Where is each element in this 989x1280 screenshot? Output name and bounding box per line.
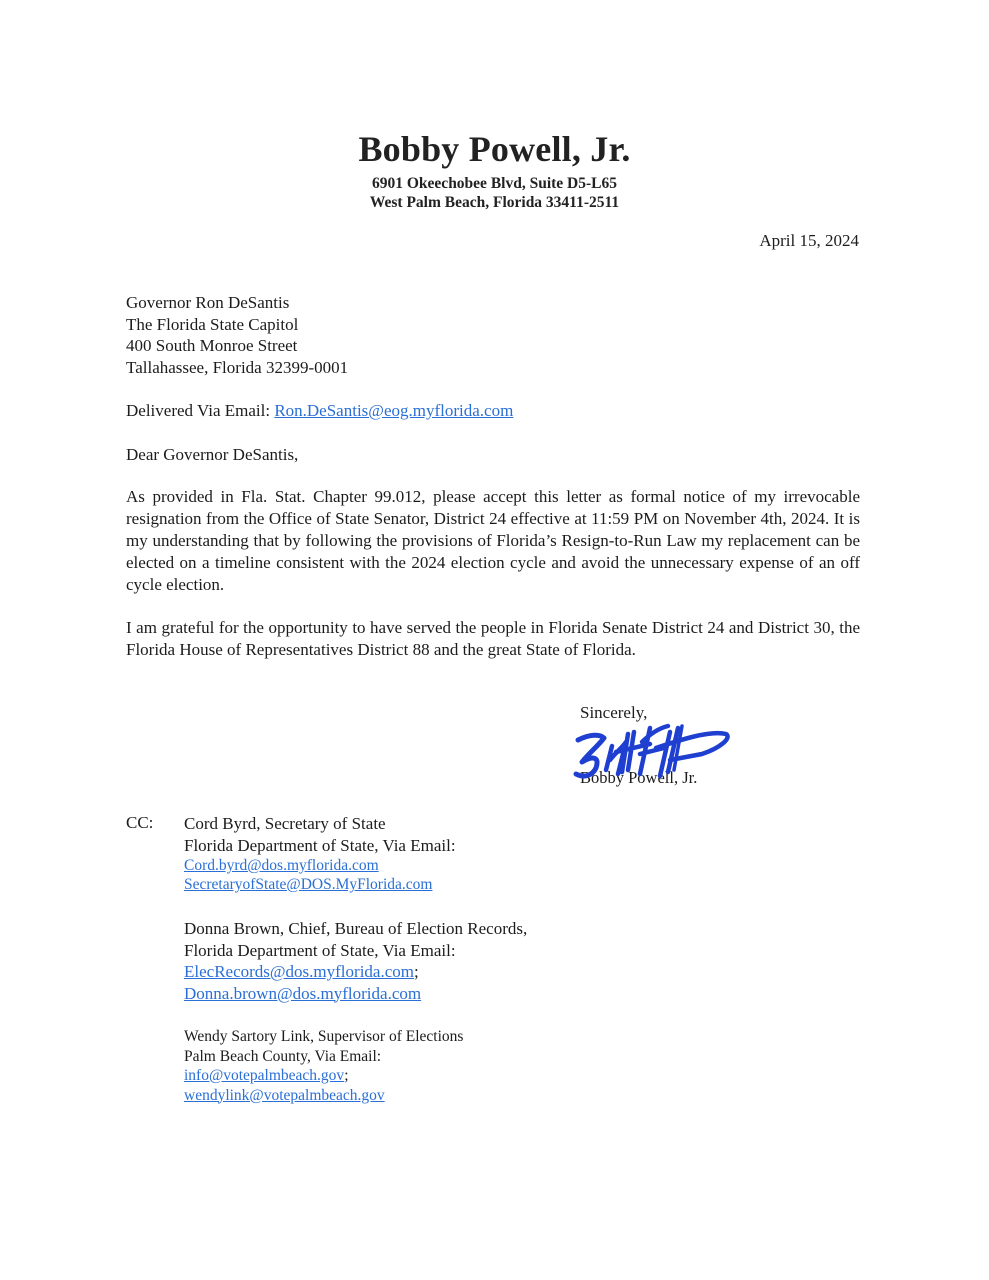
letterhead-address-line1: 6901 Okeechobee Blvd, Suite D5-L65	[372, 175, 617, 192]
salutation: Dear Governor DeSantis,	[126, 445, 299, 464]
cc-email-row	[184, 1066, 463, 1086]
letterhead-address-line2: West Palm Beach, Florida 33411-2511	[369, 194, 620, 211]
recipient-line: Tallahassee, Florida 32399-0001	[126, 357, 349, 377]
cc-email-link[interactable]: wendylink@votepalmbeach.gov	[184, 1086, 385, 1104]
delivery-line	[126, 400, 513, 422]
delivery-email-link[interactable]: Ron.DeSantis@eog.myflorida.com	[274, 401, 514, 420]
cc-name-line: Wendy Sartory Link, Supervisor of Elections	[184, 1028, 464, 1045]
cc-org-line: Palm Beach County, Via Email:	[184, 1047, 382, 1065]
delivery-label: Delivered Via Email:	[126, 401, 275, 420]
cc-label: CC:	[126, 813, 154, 832]
cc-email-link[interactable]: info@votepalmbeach.gov	[184, 1067, 345, 1084]
recipient-line: 400 South Monroe Street	[126, 336, 298, 355]
cc-email-row	[184, 983, 527, 1005]
email-separator: ;	[413, 962, 419, 981]
cc-org-line: Florida Department of State, Via Email:	[184, 940, 456, 960]
cc-email-link[interactable]: Cord.byrd@dos.myflorida.com	[184, 857, 379, 874]
cc-name-line: Donna Brown, Chief, Bureau of Election Records,	[184, 919, 528, 938]
recipient-line: Governor Ron DeSantis	[126, 293, 290, 312]
body-paragraph-2: I am grateful for the opportunity to have served the people in Florida Senate District 24 and District 30, the Florida House of Representatives District 88 and the great State of Florida.	[126, 618, 860, 659]
cc-email-link[interactable]: ElecRecords@dos.myflorida.com	[184, 962, 414, 981]
signer-name: Bobby Powell, Jr.	[580, 768, 698, 787]
cc-entry-bureau-election-records	[184, 918, 527, 1004]
handwritten-signature	[570, 712, 745, 787]
cc-entry-supervisor-of-elections	[184, 1027, 463, 1105]
valediction: Sincerely,	[580, 703, 648, 722]
cc-name-line: Cord Byrd, Secretary of State	[184, 814, 386, 833]
cc-org-line: Florida Department of State, Via Email:	[184, 835, 456, 855]
letter-date: April 15, 2024	[759, 231, 859, 250]
recipient-line: The Florida State Capitol	[126, 314, 299, 334]
email-separator: ;	[344, 1067, 349, 1084]
cc-email-row	[184, 961, 527, 983]
cc-email-link[interactable]: Donna.brown@dos.myflorida.com	[184, 983, 422, 1003]
letterhead-name: Bobby Powell, Jr.	[358, 129, 631, 169]
cc-entry-secretary-of-state	[184, 813, 456, 894]
body-paragraph-1: As provided in Fla. Stat. Chapter 99.012, please accept this letter as formal notice of my irrevocable resignation from the Office of State Senator, District 24 effective at 11:59 PM on November 4th, 2024. It is my understanding that by following the provisions of Florida’s Resign-to-Run Law my replacement can be elected on a timeline consistent with the 2024 election cycle and avoid the unnecessary expense of an off cycle election.	[126, 487, 860, 594]
recipient-address	[126, 292, 348, 378]
cc-email-link[interactable]: SecretaryofState@DOS.MyFlorida.com	[184, 876, 433, 893]
